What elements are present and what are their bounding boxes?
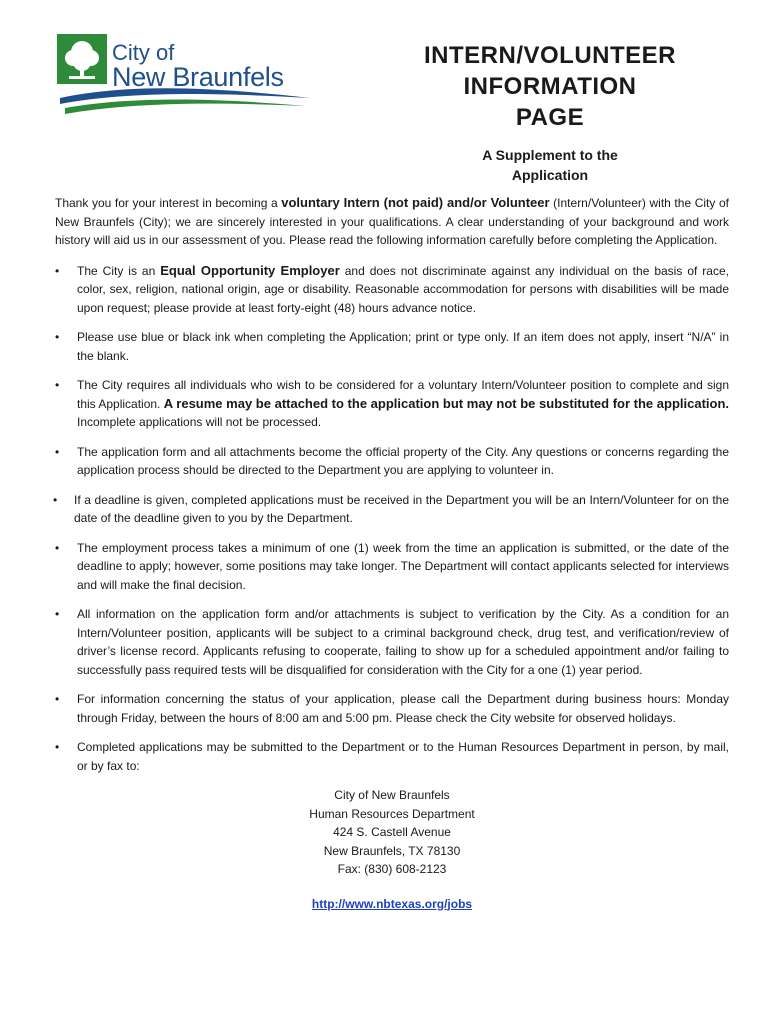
city-logo — [55, 32, 315, 122]
bullet-icon: • — [55, 740, 60, 754]
logo-city-of: City of — [112, 40, 175, 65]
item-text: and does not discriminate against any individual on the basis of race, color, sex, religion, national origin, age or disability. Reasonable accommodation for persons with disabilities will be made upon request; please provide at least forty-eight (48) hours advance notice. — [77, 263, 729, 315]
item-bold: A resume may be attached to the application but may not be substituted for the application. — [163, 395, 730, 411]
address-line: New Braunfels, TX 78130 — [323, 843, 461, 858]
list-item — [55, 443, 729, 480]
bullet-icon: • — [55, 540, 60, 555]
logo-city-name: New Braunfels — [112, 62, 284, 92]
bullet-icon: • — [55, 330, 60, 344]
title-block — [400, 40, 700, 185]
list-item — [55, 491, 729, 528]
intro-bold: voluntary Intern (not paid) and/or Volunteer — [281, 195, 550, 210]
item-text: The City requires all individuals who wish to be considered for a voluntary Intern/Volunteer position to complete and sign this Application. — [77, 378, 729, 411]
jobs-website-link[interactable]: http://www.nbtexas.org/jobs — [311, 896, 473, 911]
subtitle-line-1: A Supplement to the — [482, 147, 618, 163]
title-line-2: INFORMATION — [463, 73, 637, 100]
list-item — [55, 328, 729, 365]
bullet-icon: • — [55, 378, 60, 392]
title-line-1: INTERN/VOLUNTEER — [423, 42, 676, 69]
list-item — [55, 376, 729, 432]
bullet-icon: • — [55, 444, 60, 459]
item-bold: Equal Opportunity Employer — [160, 262, 340, 278]
bullet-icon: • — [55, 263, 60, 278]
bullet-icon: • — [55, 607, 60, 621]
item-text: If a deadline is given, completed applications must be received in the Department you will be an Intern/Volunteer for on the date of the deadline given to you by the Department. — [74, 492, 729, 525]
item-text: Incomplete applications will not be processed. — [77, 415, 322, 429]
title-line-3: PAGE — [515, 104, 585, 131]
item-text: All information on the application form and/or attachments is subject to verification by the City. As a condition for an Intern/Volunteer position, applicants will be subject to a criminal background check, drug test, and verification/review of driver’s license record. Applicants refusing to cooperate, failing to show up for a scheduled appointment and/or failing to successfully pass required tests will be disqualified for consideration with the City for a one (1) year period. — [77, 607, 729, 677]
item-text: Please use blue or black ink when completing the Application; print or type only. If an item does not apply, insert “N/A” in the blank. — [77, 330, 729, 363]
fax-number: Fax: (830) 608-2123 — [337, 862, 447, 876]
list-item — [55, 539, 729, 595]
mailing-address — [55, 786, 729, 879]
page-title — [400, 40, 700, 133]
instructions-list — [55, 262, 729, 776]
address-line: Human Resources Department — [309, 806, 475, 821]
document-body — [55, 194, 729, 913]
list-item — [55, 738, 729, 775]
item-text: The employment process takes a minimum of one (1) week from the time an application is submitted, or the date of the deadline to apply; however, some positions may take longer. The Department will contact applicants selected for interviews and will make the final decision. — [77, 540, 729, 592]
item-text: The City is an — [77, 263, 161, 278]
intro-paragraph — [55, 194, 729, 250]
address-line: 424 S. Castell Avenue — [333, 825, 451, 839]
item-text: The application form and all attachments become the official property of the City. Any questions or concerns regarding the application process should be directed to the Department you are applying to volunteer in. — [77, 444, 729, 477]
list-item — [55, 605, 729, 679]
bullet-icon: • — [55, 692, 60, 706]
intro-text-2: (Intern/Volunteer) with the City of New Braunfels (City); we are sincerely interested in your qualifications. A clear understanding of your background and work history will aid us in our assessment of you. Please read the following information carefully before completing the Application. — [55, 196, 729, 247]
item-text: For information concerning the status of your application, please call the Department during business hours: Monday through Friday, between the hours of 8:00 am and 5:00 pm. Please check the City website for observed holidays. — [77, 692, 729, 725]
address-line: City of New Braunfels — [334, 788, 450, 802]
intro-text-1: Thank you for your interest in becoming a — [55, 196, 282, 210]
list-item — [55, 262, 729, 318]
subtitle-line-2: Application — [511, 167, 589, 183]
item-text: Completed applications may be submitted to the Department or to the Human Resources Department in person, by mail, or by fax to: — [77, 740, 729, 773]
page-subtitle — [400, 145, 700, 185]
list-item — [55, 690, 729, 727]
bullet-icon: • — [53, 492, 58, 507]
